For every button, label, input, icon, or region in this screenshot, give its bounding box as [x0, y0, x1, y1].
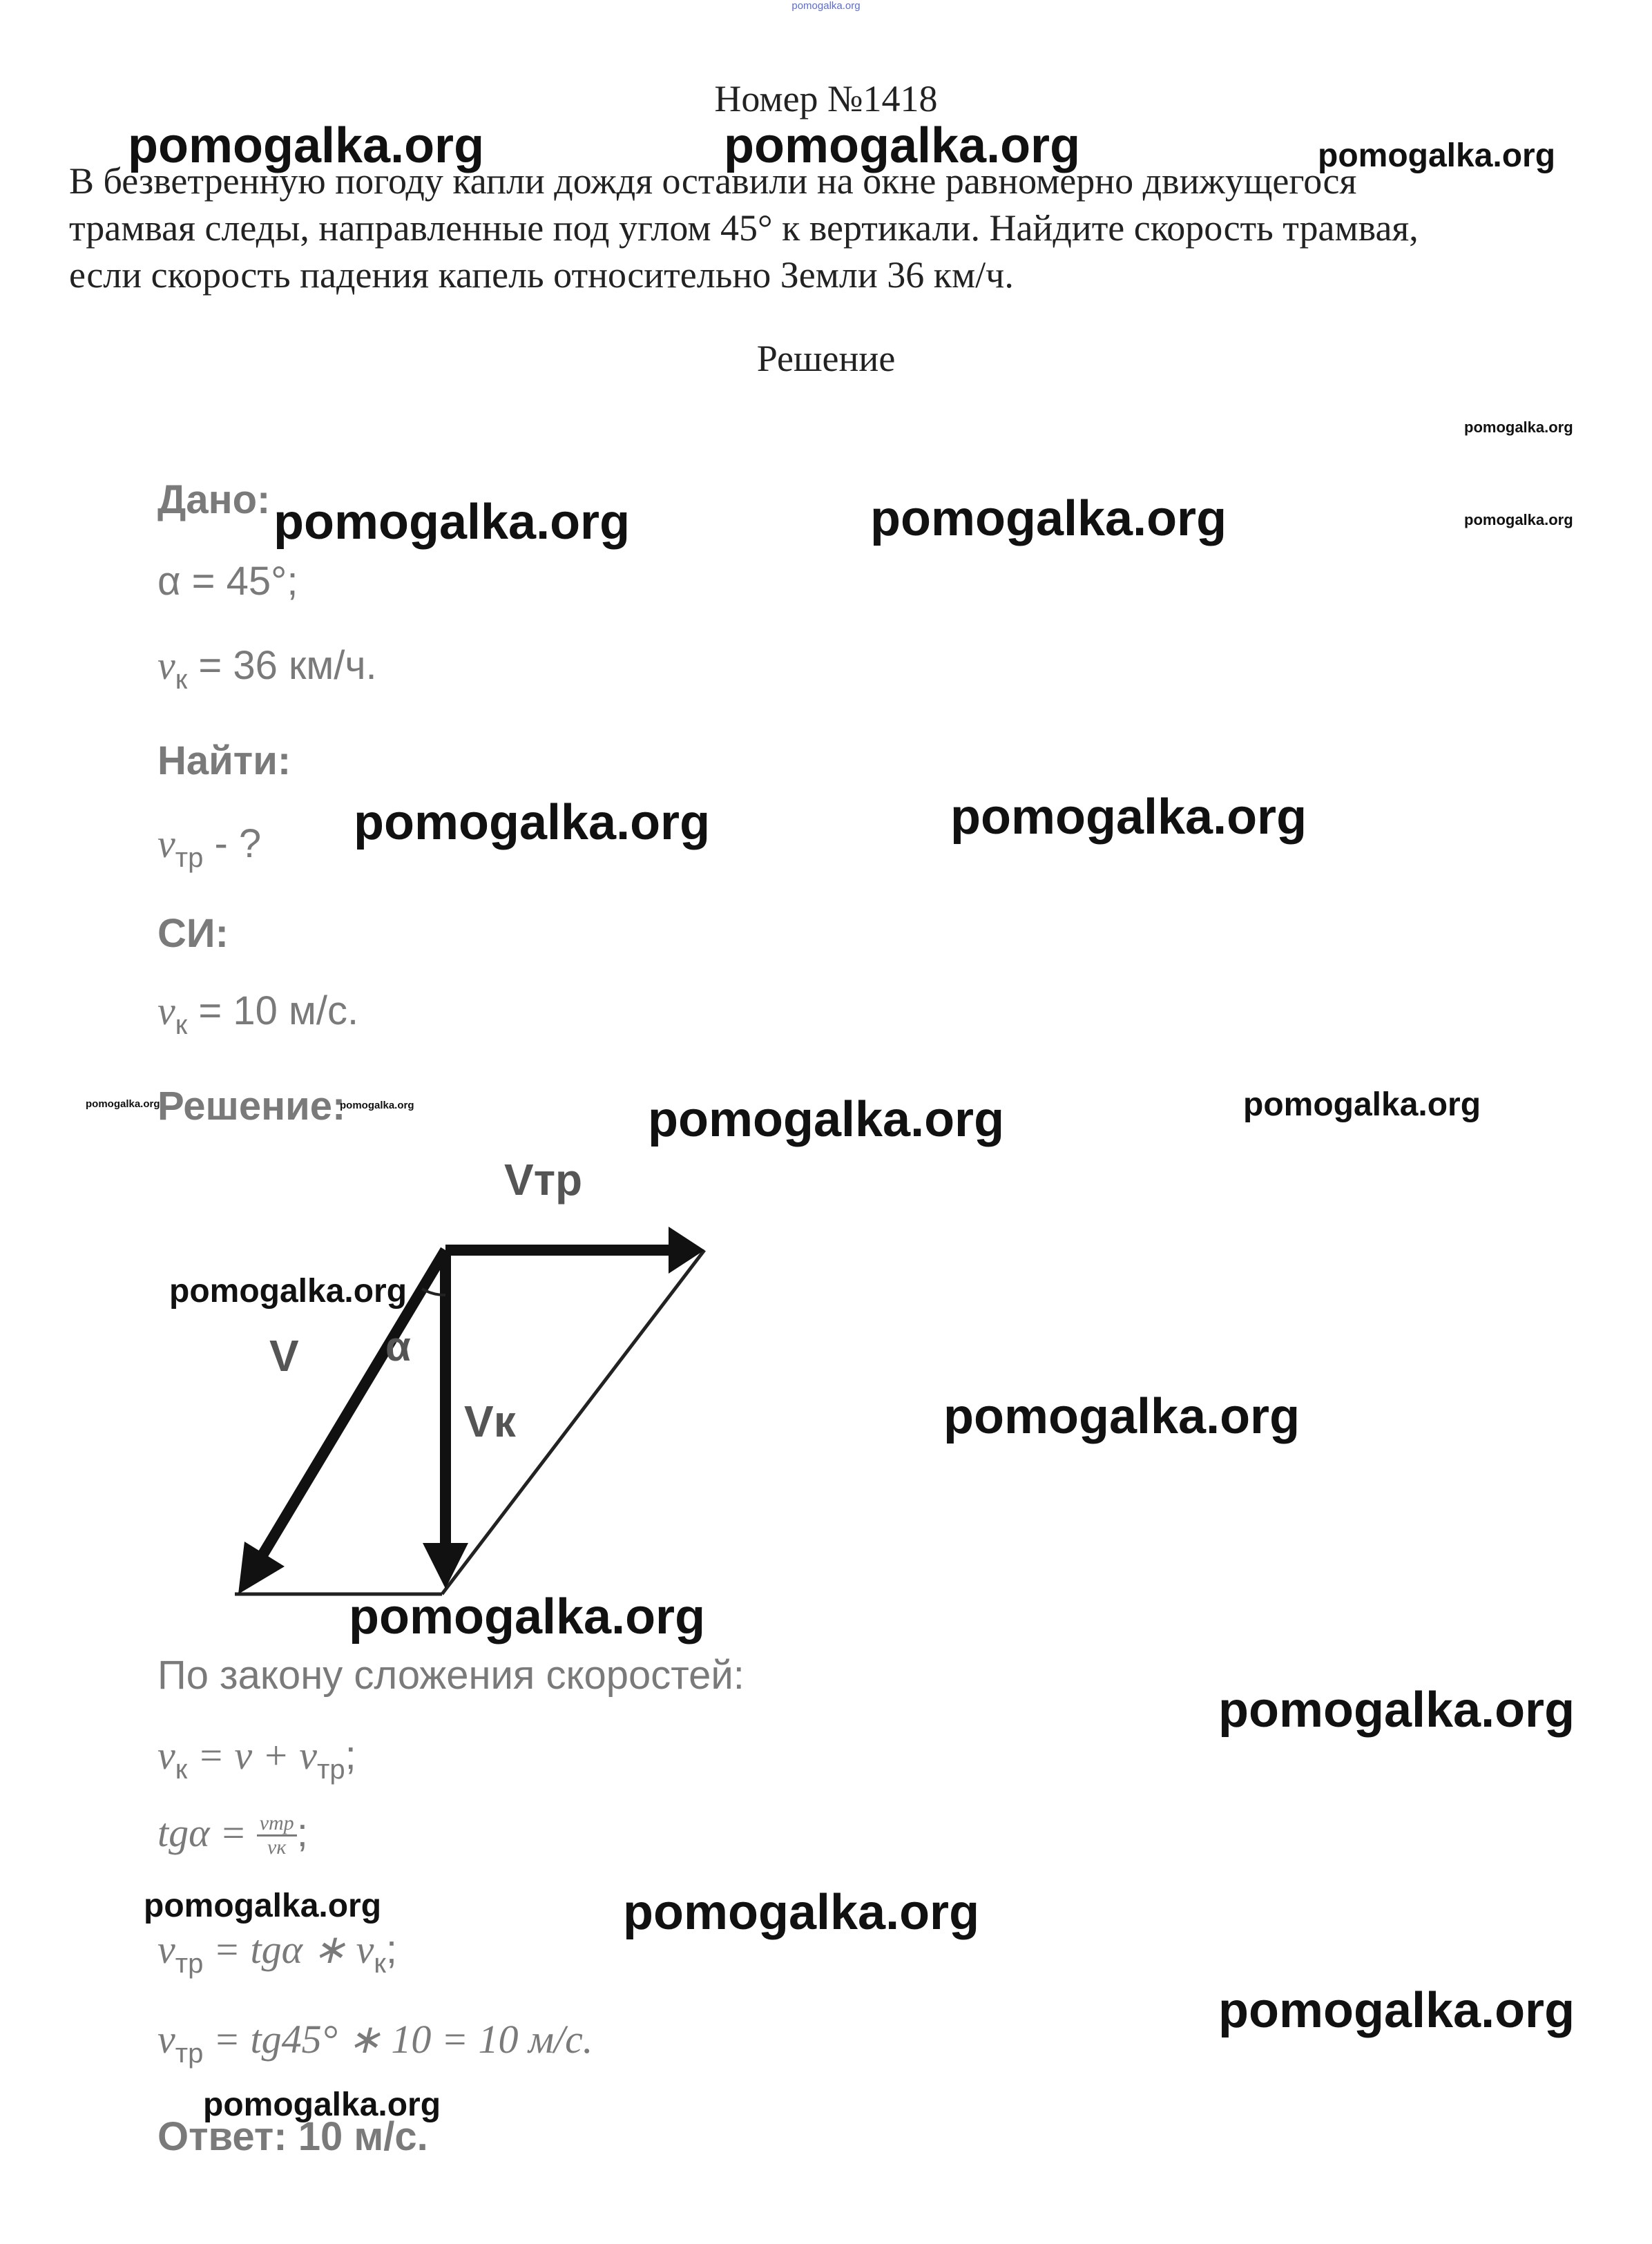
watermark: pomogalka.org	[1464, 419, 1573, 436]
subscript: тр	[317, 1754, 345, 1785]
equation-4	[157, 2015, 593, 2069]
watermark: pomogalka.org	[128, 118, 485, 173]
find-label: Найти:	[157, 738, 291, 783]
watermark: pomogalka.org	[724, 118, 1081, 173]
expression: tgα =	[157, 1810, 257, 1855]
symbol: v	[157, 1927, 175, 1972]
problem-line: если скорость падения капель относительно Земли 36 км/ч.	[69, 254, 1014, 296]
watermark: pomogalka.org	[86, 1098, 160, 1110]
si-label: СИ:	[157, 911, 229, 956]
watermark: pomogalka.org	[1318, 137, 1556, 174]
vk-arrowhead	[423, 1543, 468, 1589]
subscript: к	[374, 1948, 386, 1979]
subscript: к	[175, 1010, 188, 1040]
equation-1	[157, 1732, 356, 1785]
punctuation: ;	[296, 1810, 308, 1855]
subscript: тр	[175, 2038, 204, 2069]
punctuation: ;	[345, 1733, 356, 1778]
page-title: Номер №1418	[714, 78, 938, 119]
watermark: pomogalka.org	[1464, 511, 1573, 528]
watermark: pomogalka.org	[943, 1389, 1300, 1444]
expression: = tg45° ∗ 10 = 10 м/с.	[203, 2017, 593, 2062]
symbol: v	[157, 821, 175, 866]
si-vk	[157, 988, 358, 1041]
watermark: pomogalka.org	[354, 795, 711, 850]
solution-label: Решение:	[157, 1084, 346, 1129]
header-watermark: pomogalka.org	[791, 0, 861, 12]
vk-label: Vк	[464, 1397, 516, 1446]
fraction-denominator: vк	[267, 1836, 287, 1859]
fraction	[257, 1812, 297, 1859]
symbol: v	[157, 1733, 175, 1778]
given-alpha: α = 45°;	[157, 559, 298, 604]
expression: = 10 м/с.	[187, 988, 359, 1033]
watermark: pomogalka.org	[169, 1273, 407, 1310]
subscript: тр	[175, 1948, 204, 1979]
symbol: v	[157, 2017, 175, 2062]
subscript: тр	[175, 843, 204, 873]
solution-law: По закону сложения скоростей:	[157, 1653, 745, 1698]
problem-statement	[69, 157, 1588, 298]
watermark: pomogalka.org	[623, 1885, 980, 1940]
symbol: v	[157, 988, 175, 1033]
subscript: к	[175, 664, 188, 695]
watermark: pomogalka.org	[648, 1092, 1005, 1147]
expression: - ?	[203, 821, 262, 866]
v-label: V	[269, 1331, 299, 1381]
vtr-arrowhead	[669, 1227, 704, 1274]
watermark: pomogalka.org	[349, 1589, 706, 1644]
fraction-numerator: vтр	[257, 1812, 297, 1837]
watermark: pomogalka.org	[340, 1100, 414, 1111]
watermark: pomogalka.org	[950, 789, 1307, 845]
problem-line: трамвая следы, направленные под углом 45° к вертикали. Найдите скорость трамвая,	[69, 207, 1419, 249]
alpha-label: α	[385, 1323, 411, 1370]
watermark: pomogalka.org	[144, 1888, 382, 1924]
problem-line: В безветренную погоду капли дождя оставили на окне равномерно движущегося	[69, 160, 1357, 202]
watermark: pomogalka.org	[870, 491, 1227, 546]
watermark: pomogalka.org	[1218, 1983, 1575, 2038]
answer: Ответ: 10 м/с.	[157, 2114, 428, 2159]
watermark: pomogalka.org	[203, 2087, 441, 2123]
symbol: v	[157, 643, 175, 688]
solution-heading: Решение	[756, 338, 896, 379]
subscript: к	[175, 1754, 188, 1785]
expression: = 36 км/ч.	[187, 643, 377, 688]
find-vtr	[157, 821, 261, 874]
equation-2	[157, 1810, 308, 1859]
watermark: pomogalka.org	[1243, 1086, 1481, 1123]
watermark: pomogalka.org	[273, 495, 631, 550]
given-label: Дано:	[157, 477, 271, 522]
vector-diagram	[207, 1133, 760, 1602]
expression: = tgα ∗ v	[203, 1927, 374, 1972]
expression: = v + v	[187, 1733, 318, 1778]
given-vk	[157, 642, 377, 696]
vtr-label: Vтр	[504, 1155, 583, 1205]
watermark: pomogalka.org	[1218, 1682, 1575, 1738]
equation-3	[157, 1926, 397, 1979]
punctuation: ;	[385, 1927, 397, 1972]
